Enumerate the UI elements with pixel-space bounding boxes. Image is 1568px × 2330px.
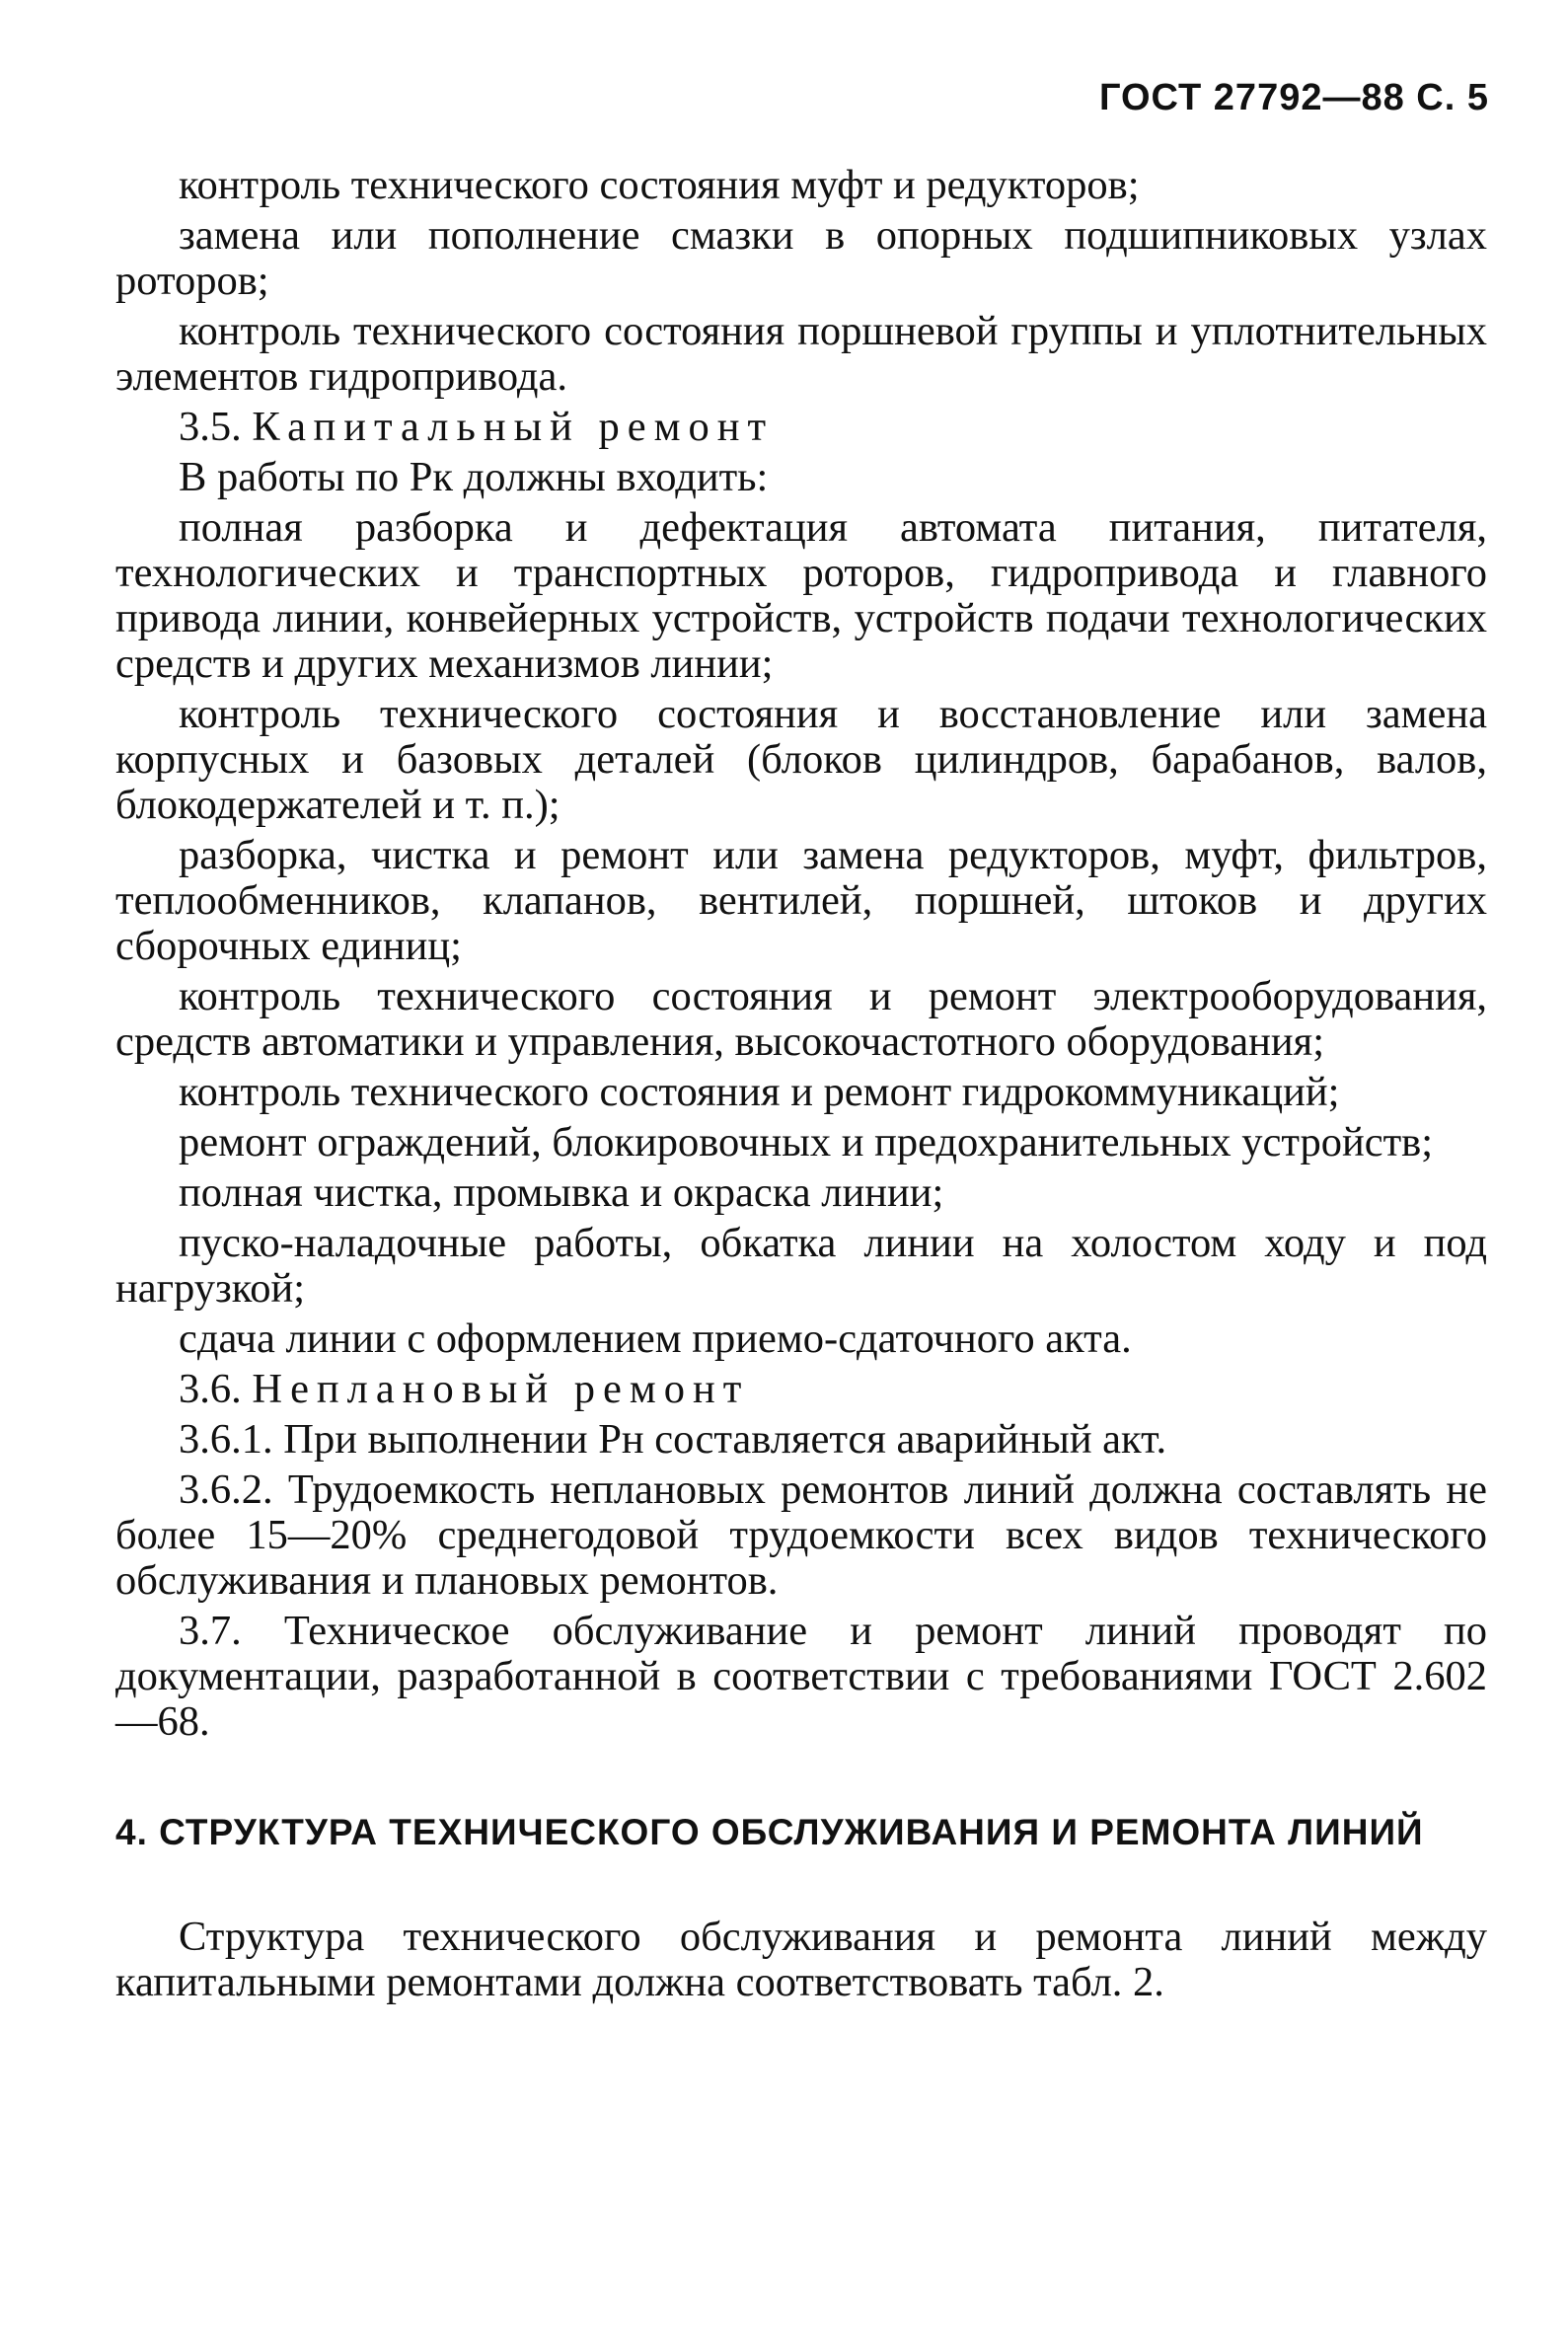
paragraph-piston-group: контроль технического состояния поршневой группы и уплотнительных элементов гидропривода. (115, 308, 1487, 400)
paragraph-section-4: Структура технического обслуживания и ремонта линий между капитальными ремонтами должна соответствовать табл. 2. (115, 1914, 1487, 2005)
paragraph-3-6-1: 3.6.1. При выполнении Рн составляется аварийный акт. (179, 1416, 1167, 1463)
body-text (115, 163, 1487, 2010)
list-item-reducers: разборка, чистка и ремонт или замена редукторов, муфт, фильтров, теплообменников, клапанов, вентилей, поршней, штоков и других сборочных единиц; (115, 832, 1487, 969)
paragraph-coupling-control: контроль технического состояния муфт и редукторов; (179, 162, 1140, 208)
section-3-6-heading (115, 1367, 1487, 1412)
paragraph-3-6-2: 3.6.2. Трудоемкость неплановых ремонтов линий должна составлять не более 15—20% среднегодовой трудоемкости всех видов технического обслуживания и плановых ремонтов. (115, 1466, 1487, 1604)
list-item-guards: ремонт ограждений, блокировочных и предохранительных устройств; (179, 1119, 1434, 1165)
list-item-disassembly: полная разборка и дефектация автомата питания, питателя, технологических и транспортных роторов, гидропривода и главного привода линии, конвейерных устройств, устройств подачи технологических средств и других механизмов линии; (115, 504, 1487, 687)
list-item-handover: сдача линии с оформлением приемо-сдаточного акта. (179, 1315, 1132, 1362)
paragraph-3-7: 3.7. Техническое обслуживание и ремонт линий проводят по документации, разработанной в соответствии с требованиями ГОСТ 2.602—68. (115, 1608, 1487, 1745)
running-header: ГОСТ 27792—88 С. 5 (1098, 77, 1489, 118)
paragraph-lubrication: замена или пополнение смазки в опорных подшипниковых узлах роторов; (115, 212, 1487, 304)
list-item-electrical: контроль технического состояния и ремонт электрооборудования, средств автоматики и управления, высокочастотного оборудования; (115, 973, 1487, 1065)
section-3-6-number: 3.6. (179, 1366, 242, 1412)
section-4-title: 4. СТРУКТУРА ТЕХНИЧЕСКОГО ОБСЛУЖИВАНИЯ И РЕМОНТА ЛИНИЙ (115, 1812, 1424, 1852)
section-3-5-intro: В работы по Рк должны входить: (179, 454, 769, 500)
list-item-hydrocommunications: контроль технического состояния и ремонт гидрокоммуникаций; (179, 1069, 1340, 1115)
section-3-6-title: Неплановый ремонт (252, 1366, 750, 1412)
section-3-5-title: Капитальный ремонт (252, 404, 775, 450)
section-3-5-heading (115, 405, 1487, 450)
list-item-commissioning: пуско-наладочные работы, обкатка линии на холостом ходу и под нагрузкой; (115, 1220, 1487, 1312)
list-item-housing-parts: контроль технического состояния и восстановление или замена корпусных и базовых деталей (блоков цилиндров, барабанов, валов, блокодержателей и т. п.); (115, 691, 1487, 828)
section-3-5-number: 3.5. (179, 404, 242, 450)
list-item-cleaning: полная чистка, промывка и окраска линии; (179, 1169, 944, 1216)
